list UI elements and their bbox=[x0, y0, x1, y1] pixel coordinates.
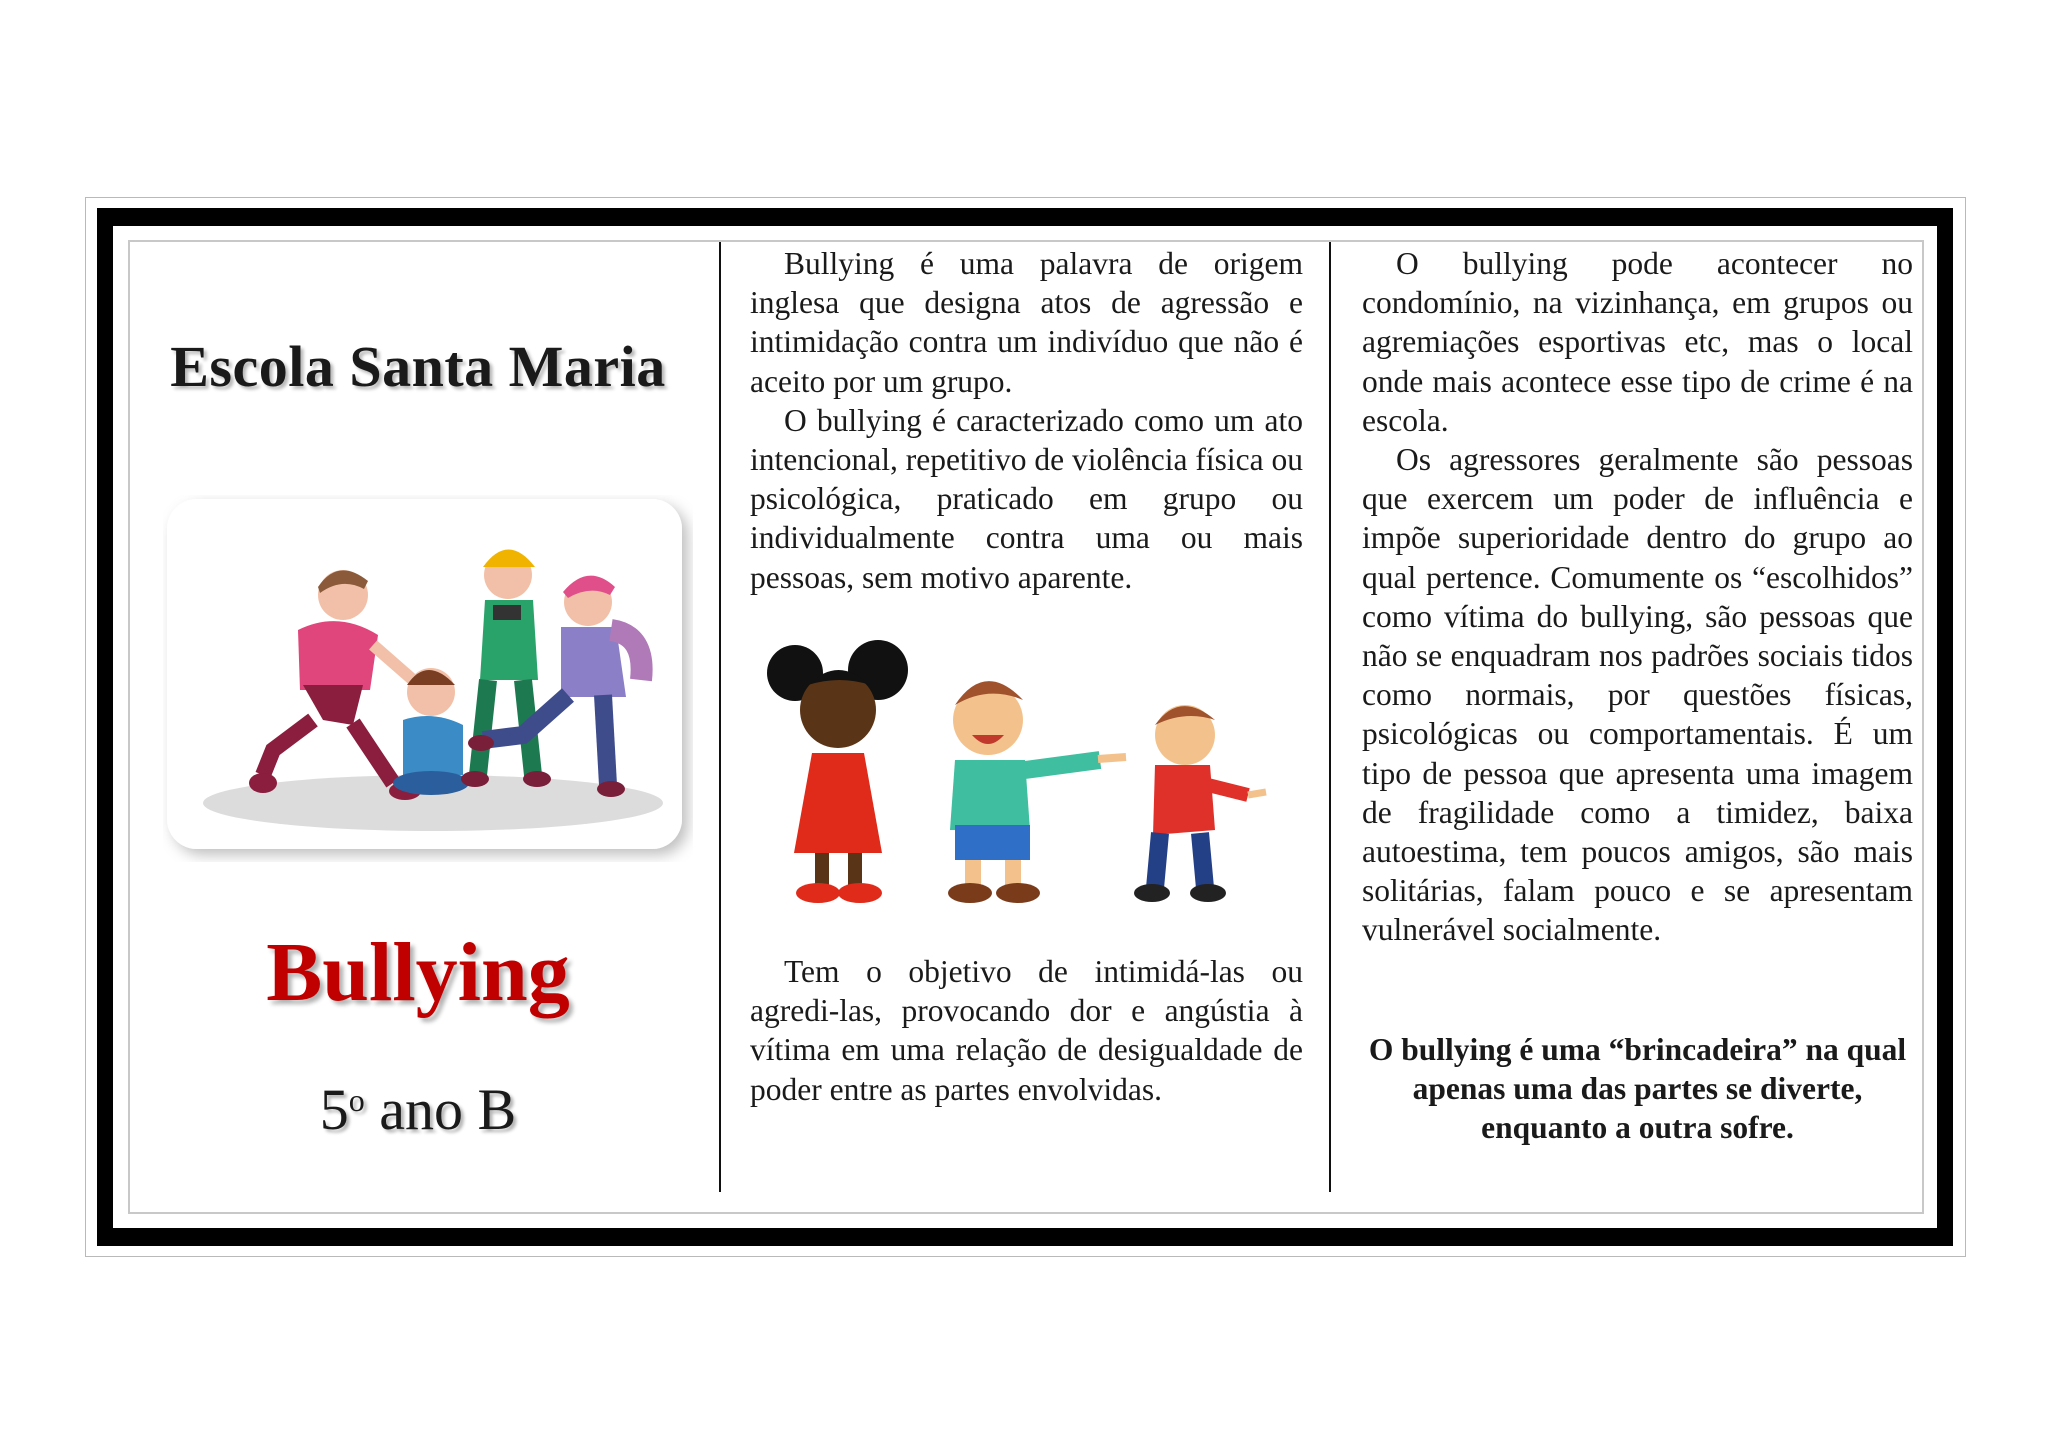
objective-text bbox=[750, 952, 1303, 1109]
column-divider-left bbox=[719, 242, 721, 1192]
brochure-title: Bullying bbox=[266, 926, 570, 1019]
closing-motto: O bullying é uma “brincadeira” na qual apenas uma das partes se diverte, enquanto a outra sofre. bbox=[1368, 1032, 1907, 1146]
school-name: Escola Santa Maria bbox=[170, 334, 666, 399]
children-pointing-illustration bbox=[760, 635, 1280, 915]
paragraph-aggressors: Os agressores geralmente são pessoas que exercem um poder de influência e impõe superioridade dentro do grupo ao qual pertence. Comumente os “escolhidos” como vítima do bullying, são pessoas que não se enquadram nos padrões sociais tidos como normais, por questões físicas, psicológicas ou comportamentais. É um tipo de pessoa que apresenta uma imagem de fragilidade como a timidez, baixa autoestima, tem poucos amigos, são mais solitárias, falam pouco e se apresentam vulnerável socialmente. bbox=[1362, 442, 1913, 948]
grade-class: ano B bbox=[364, 1077, 517, 1142]
paragraph-where: O bullying pode acontecer no condomínio, na vizinhança, em grupos ou agremiações esportivas etc, mas o local onde mais acontece esse tipo de crime é na escola. bbox=[1362, 246, 1913, 438]
paragraph-origin: Bullying é uma palavra de origem inglesa que designa atos de agressão e intimidação contra um indivíduo que não é aceito por um grupo. bbox=[750, 246, 1303, 399]
bullying-scene-illustration bbox=[163, 495, 693, 862]
paragraph-characterization: O bullying é caracterizado como um ato intencional, repetitivo de violência física ou psicológica, praticado em grupo ou individualmente contra uma ou mais pessoas, sem motivo aparente. bbox=[750, 402, 1303, 595]
grade-label bbox=[128, 1076, 708, 1143]
column-divider-right bbox=[1329, 242, 1331, 1192]
grade-ordinal: o bbox=[348, 1082, 365, 1118]
context-text bbox=[1362, 244, 1913, 950]
paragraph-objective: Tem o objetivo de intimidá-las ou agredi-las, provocando dor e angústia à vítima em uma relação de desigualdade de poder entre as partes envolvidas. bbox=[750, 954, 1303, 1107]
definition-text bbox=[750, 244, 1303, 597]
grade-number: 5 bbox=[319, 1077, 349, 1142]
